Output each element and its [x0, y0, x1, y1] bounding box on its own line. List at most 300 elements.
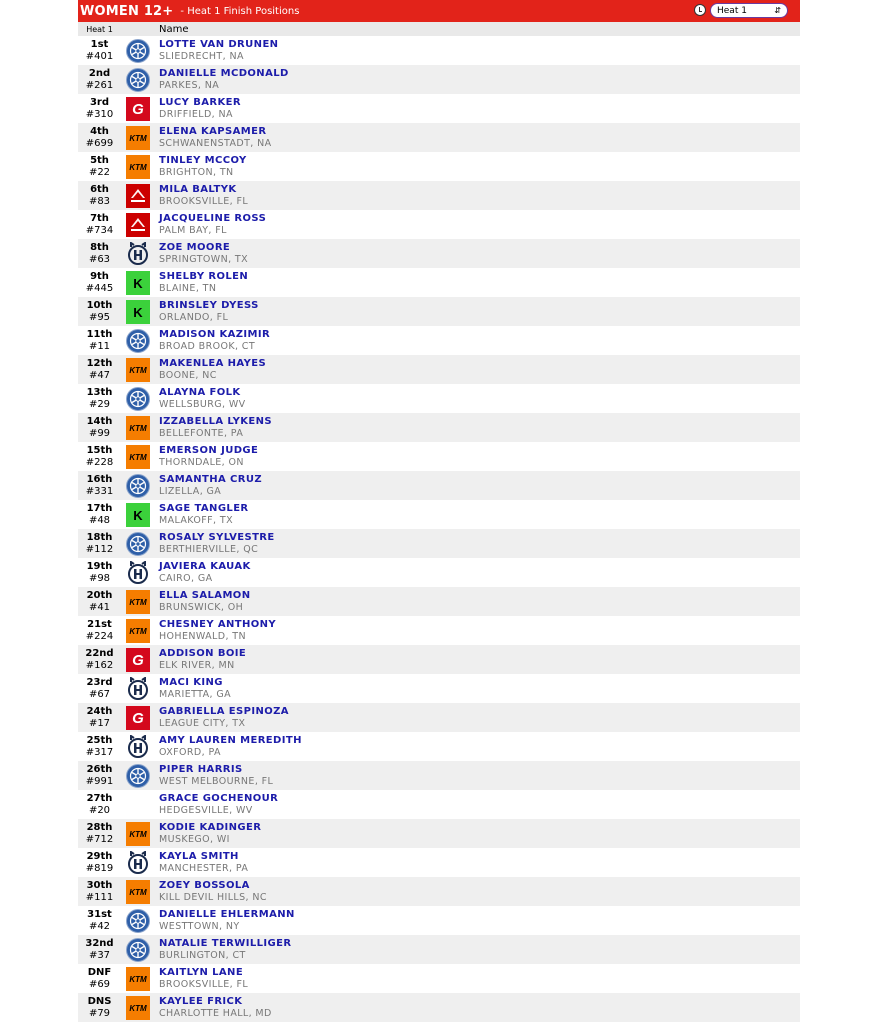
brand-logo [125, 125, 151, 151]
position-cell [78, 155, 121, 179]
brand-logo [125, 879, 151, 905]
rider-info [159, 97, 241, 121]
finish-place: 26th [86, 763, 113, 775]
result-row [78, 297, 800, 326]
position-cell [78, 822, 121, 846]
result-row [78, 326, 800, 355]
rider-info [159, 590, 250, 614]
heat-select-value: Heat 1 [717, 6, 747, 16]
brand-logo [125, 763, 151, 789]
rider-location: BELLEFONTE, PA [159, 428, 244, 439]
rider-number: #48 [88, 514, 111, 526]
rider-name-link[interactable]: DANIELLE EHLERMANN [159, 909, 295, 920]
result-row [78, 123, 800, 152]
result-row [78, 645, 800, 674]
brand-logo [125, 966, 151, 992]
brand-logo [125, 357, 151, 383]
finish-place: 30th [86, 879, 113, 891]
finish-place: 7th [90, 212, 109, 224]
column-position: Heat 1 [86, 24, 113, 34]
rider-info [159, 851, 248, 875]
finish-place: 31st [87, 908, 112, 920]
result-row [78, 471, 800, 500]
rider-name-link[interactable]: MAKENLEA HAYES [159, 358, 267, 369]
finish-place: 5th [90, 154, 109, 166]
position-cell [78, 677, 121, 701]
finish-place: 17th [86, 502, 113, 514]
ktm-logo-icon: KTM [126, 880, 150, 904]
rider-info [159, 880, 267, 904]
gasgas-logo-icon: G [126, 97, 150, 121]
rider-info [159, 532, 275, 556]
position-cell [78, 213, 121, 237]
finish-place: 24th [86, 705, 113, 717]
rider-info [159, 648, 246, 672]
finish-place: 20th [86, 589, 113, 601]
brand-logo [125, 241, 151, 267]
result-row [78, 935, 800, 964]
gasgas-logo-icon: G [126, 706, 150, 730]
yamaha-logo-icon [126, 387, 150, 411]
brand-logo [125, 154, 151, 180]
finish-place: 9th [90, 270, 109, 282]
rider-location: LEAGUE CITY, TX [159, 718, 246, 729]
rider-location: MUSKEGO, WI [159, 834, 230, 845]
rider-number: #47 [88, 369, 111, 381]
rider-info [159, 677, 231, 701]
brand-logo [125, 415, 151, 441]
rider-number: #991 [85, 775, 114, 787]
rider-location: BOONE, NC [159, 370, 217, 381]
rider-location: SCHWANENSTADT, NA [159, 138, 272, 149]
rider-number: #29 [88, 398, 111, 410]
position-cell [78, 764, 121, 788]
brand-logo [125, 386, 151, 412]
rider-number: #20 [88, 804, 111, 816]
rider-number: #99 [88, 427, 111, 439]
rider-location: BRUNSWICK, OH [159, 602, 244, 613]
position-cell [78, 735, 121, 759]
position-cell [78, 184, 121, 208]
rider-name-link[interactable]: ZOEY BOSSOLA [159, 880, 250, 891]
rider-number: #310 [85, 108, 114, 120]
rider-location: ELK RIVER, MN [159, 660, 235, 671]
rider-info [159, 503, 249, 527]
ktm-logo-icon: KTM [126, 155, 150, 179]
rider-location: HOHENWALD, TN [159, 631, 247, 642]
rider-name-link[interactable]: LUCY BARKER [159, 97, 241, 108]
yamaha-logo-icon [126, 532, 150, 556]
results-panel [78, 0, 800, 1022]
result-row [78, 906, 800, 935]
rider-name-link[interactable]: ROSALY SYLVESTRE [159, 532, 275, 543]
finish-place: 11th [86, 328, 113, 340]
finish-place: 29th [86, 850, 113, 862]
rider-location: KILL DEVIL HILLS, NC [159, 892, 267, 903]
rider-number: #261 [85, 79, 114, 91]
rider-number: #331 [85, 485, 114, 497]
rider-location: BROAD BROOK, CT [159, 341, 256, 352]
rider-name-link[interactable]: GRACE GOCHENOUR [159, 793, 279, 804]
rider-number: #445 [85, 282, 114, 294]
position-cell [78, 590, 121, 614]
finish-place: 6th [90, 183, 109, 195]
rider-number: #11 [88, 340, 111, 352]
ktm-logo-icon: KTM [126, 590, 150, 614]
honda-logo-icon [126, 213, 150, 237]
position-cell [78, 242, 121, 266]
position-cell [78, 851, 121, 875]
rider-name-link[interactable]: KODIE KADINGER [159, 822, 262, 833]
position-cell [78, 126, 121, 150]
results-list [78, 36, 800, 1022]
brand-logo [125, 502, 151, 528]
rider-location: MALAKOFF, TX [159, 515, 233, 526]
rider-info [159, 213, 266, 237]
rider-name-link[interactable]: CHESNEY ANTHONY [159, 619, 277, 630]
finish-place: 25th [86, 734, 113, 746]
rider-number: #83 [88, 195, 111, 207]
rider-number: #22 [88, 166, 111, 178]
position-cell [78, 97, 121, 121]
rider-name-link[interactable]: ELLA SALAMON [159, 590, 251, 601]
rider-number: #17 [88, 717, 111, 729]
rider-location: WELLSBURG, WV [159, 399, 246, 410]
rider-location: SPRINGTOWN, TX [159, 254, 249, 265]
result-row [78, 268, 800, 297]
finish-place: 19th [86, 560, 113, 572]
result-row [78, 790, 800, 819]
rider-name-link[interactable]: PIPER HARRIS [159, 764, 243, 775]
result-row [78, 529, 800, 558]
rider-location: MARIETTA, GA [159, 689, 232, 700]
brand-logo [125, 705, 151, 731]
rider-name-link[interactable]: MACI KING [159, 677, 223, 688]
brand-logo [125, 618, 151, 644]
rider-number: #79 [88, 1007, 111, 1019]
position-cell [78, 706, 121, 730]
rider-number: #401 [85, 50, 114, 62]
result-row [78, 674, 800, 703]
result-row [78, 500, 800, 529]
rider-location: DRIFFIELD, NA [159, 109, 233, 120]
position-cell [78, 329, 121, 353]
rider-number: #111 [85, 891, 114, 903]
yamaha-logo-icon [126, 68, 150, 92]
finish-place: 22nd [85, 647, 114, 659]
rider-info [159, 126, 272, 150]
finish-place: 32nd [85, 937, 114, 949]
rider-name-link[interactable]: ZOE MOORE [159, 242, 231, 253]
rider-name-link[interactable]: MADISON KAZIMIR [159, 329, 271, 340]
result-row [78, 181, 800, 210]
brand-logo [125, 531, 151, 557]
position-cell [78, 532, 121, 556]
kawasaki-logo-icon: K [126, 271, 150, 295]
rider-info [159, 561, 251, 585]
ktm-logo-icon: KTM [126, 996, 150, 1020]
ktm-logo-icon: KTM [126, 126, 150, 150]
yamaha-logo-icon [126, 39, 150, 63]
position-cell [78, 416, 121, 440]
rider-number: #819 [85, 862, 114, 874]
brand-logo [125, 937, 151, 963]
rider-name-link[interactable]: BRINSLEY DYESS [159, 300, 259, 311]
rider-info [159, 68, 289, 92]
position-cell [78, 358, 121, 382]
result-row [78, 239, 800, 268]
result-row [78, 558, 800, 587]
rider-location: ORLANDO, FL [159, 312, 229, 323]
brand-logo [125, 734, 151, 760]
brand-logo [125, 995, 151, 1021]
brand-logo [125, 212, 151, 238]
result-row [78, 964, 800, 993]
position-cell [78, 39, 121, 63]
rider-name-link[interactable]: KAYLEE FRICK [159, 996, 243, 1007]
result-row [78, 993, 800, 1022]
rider-number: #224 [85, 630, 114, 642]
ktm-logo-icon: KTM [126, 445, 150, 469]
yamaha-logo-icon [126, 764, 150, 788]
rider-location: CAIRO, GA [159, 573, 213, 584]
rider-name-link[interactable]: ALAYNA FOLK [159, 387, 241, 398]
brand-logo [125, 67, 151, 93]
rider-location: CHARLOTTE HALL, MD [159, 1008, 272, 1019]
rider-info [159, 706, 289, 730]
finish-place: 2nd [88, 67, 111, 79]
position-cell [78, 387, 121, 411]
result-row [78, 94, 800, 123]
rider-info [159, 329, 270, 353]
rider-location: HEDGESVILLE, WV [159, 805, 253, 816]
rider-name-link[interactable]: SAGE TANGLER [159, 503, 249, 514]
rider-number: #98 [88, 572, 111, 584]
position-cell [78, 300, 121, 324]
position-cell [78, 271, 121, 295]
position-cell [78, 880, 121, 904]
rider-name-link[interactable]: ADDISON BOIE [159, 648, 247, 659]
position-cell [78, 503, 121, 527]
yamaha-logo-icon [126, 474, 150, 498]
finish-place: 3rd [89, 96, 110, 108]
gasgas-logo-icon: G [126, 648, 150, 672]
brand-logo [125, 96, 151, 122]
position-cell [78, 909, 121, 933]
rider-name-link[interactable]: JAVIERA KAUAK [159, 561, 251, 572]
rider-name-link[interactable]: EMERSON JUDGE [159, 445, 259, 456]
yamaha-logo-icon [126, 329, 150, 353]
husqvarna-logo-icon [126, 561, 150, 585]
result-row [78, 616, 800, 645]
rider-number: #734 [85, 224, 114, 236]
position-cell [78, 938, 121, 962]
finish-place: 14th [86, 415, 113, 427]
position-cell [78, 474, 121, 498]
brand-logo [125, 38, 151, 64]
result-row [78, 355, 800, 384]
rider-name-link[interactable]: SAMANTHA CRUZ [159, 474, 263, 485]
position-cell [78, 619, 121, 643]
finish-place: 15th [86, 444, 113, 456]
brand-logo [125, 676, 151, 702]
rider-info [159, 155, 247, 179]
rider-location: THORNDALE, ON [159, 457, 244, 468]
rider-info [159, 822, 261, 846]
rider-number: #41 [88, 601, 111, 613]
rider-name-link[interactable]: TINLEY MCCOY [159, 155, 247, 166]
brand-logo [125, 473, 151, 499]
brand-logo [125, 328, 151, 354]
rider-location: PARKES, NA [159, 80, 220, 91]
rider-name-link[interactable]: JACQUELINE ROSS [159, 213, 267, 224]
rider-number: #699 [85, 137, 114, 149]
brand-logo [125, 183, 151, 209]
rider-location: BLAINE, TN [159, 283, 217, 294]
finish-place: 27th [86, 792, 113, 804]
rider-number: #228 [85, 456, 114, 468]
rider-number: #42 [88, 920, 111, 932]
result-row [78, 761, 800, 790]
column-header [78, 22, 800, 36]
rider-name-link[interactable]: DANIELLE MCDONALD [159, 68, 289, 79]
rider-location: WEST MELBOURNE, FL [159, 776, 274, 787]
finish-place: 21st [87, 618, 112, 630]
class-title: WOMEN 12+ [80, 3, 174, 19]
rider-location: PALM BAY, FL [159, 225, 227, 236]
rider-location: BURLINGTON, CT [159, 950, 246, 961]
result-row [78, 703, 800, 732]
rider-number: #95 [88, 311, 111, 323]
rider-number: #162 [85, 659, 114, 671]
finish-place: 1st [90, 38, 109, 50]
finish-place: 12th [86, 357, 113, 369]
chevron-updown-icon: ⇵ [774, 6, 781, 15]
rider-info [159, 996, 272, 1020]
husqvarna-logo-icon [126, 677, 150, 701]
rider-name-link[interactable]: GABRIELLA ESPINOZA [159, 706, 289, 717]
rider-info [159, 445, 258, 469]
rider-location: BROOKSVILLE, FL [159, 979, 249, 990]
husqvarna-logo-icon [126, 735, 150, 759]
finish-place: 8th [90, 241, 109, 253]
rider-name-link[interactable]: SHELBY ROLEN [159, 271, 249, 282]
result-row [78, 384, 800, 413]
rider-info [159, 793, 278, 817]
brand-logo [125, 560, 151, 586]
position-cell [78, 68, 121, 92]
rider-name-link[interactable]: KAITLYN LANE [159, 967, 244, 978]
position-cell [78, 967, 121, 991]
rider-name-link[interactable]: IZZABELLA LYKENS [159, 416, 272, 427]
ktm-logo-icon: KTM [126, 358, 150, 382]
brand-logo [125, 850, 151, 876]
rider-info [159, 735, 302, 759]
rider-name-link[interactable]: AMY LAUREN MEREDITH [159, 735, 302, 746]
husqvarna-logo-icon [126, 851, 150, 875]
rider-location: SLIEDRECHT, NA [159, 51, 244, 62]
rider-number: #69 [88, 978, 111, 990]
rider-info [159, 416, 272, 440]
rider-name-link[interactable]: LOTTE VAN DRUNEN [159, 39, 279, 50]
yamaha-logo-icon [126, 938, 150, 962]
result-row [78, 36, 800, 65]
result-row [78, 442, 800, 471]
rider-info [159, 39, 278, 63]
ktm-logo-icon: KTM [126, 619, 150, 643]
yamaha-logo-icon [126, 909, 150, 933]
rider-location: BRIGHTON, TN [159, 167, 234, 178]
brand-logo [125, 792, 151, 818]
clock-icon [694, 4, 706, 16]
finish-place: 28th [86, 821, 113, 833]
finish-place: 18th [86, 531, 113, 543]
rider-info [159, 619, 276, 643]
rider-info [159, 300, 259, 324]
position-cell [78, 561, 121, 585]
rider-name-link[interactable]: MILA BALTYK [159, 184, 237, 195]
rider-info [159, 358, 266, 382]
heat-select[interactable] [710, 3, 788, 18]
finish-place: 10th [86, 299, 113, 311]
rider-info [159, 967, 248, 991]
finish-place: 23rd [86, 676, 113, 688]
ktm-logo-icon: KTM [126, 967, 150, 991]
result-row [78, 587, 800, 616]
results-header [78, 0, 800, 22]
position-cell [78, 793, 121, 817]
ktm-logo-icon: KTM [126, 822, 150, 846]
finish-place: 13th [86, 386, 113, 398]
rider-info [159, 387, 246, 411]
finish-place: DNS [87, 995, 112, 1007]
rider-location: BERTHIERVILLE, QC [159, 544, 259, 555]
rider-number: #317 [85, 746, 114, 758]
husqvarna-logo-icon [126, 242, 150, 266]
rider-info [159, 909, 295, 933]
result-row [78, 413, 800, 442]
rider-info [159, 271, 248, 295]
rider-name-link[interactable]: KAYLA SMITH [159, 851, 239, 862]
brand-logo [125, 270, 151, 296]
position-cell [78, 445, 121, 469]
kawasaki-logo-icon: K [126, 300, 150, 324]
brand-logo [125, 589, 151, 615]
brand-logo [125, 821, 151, 847]
brand-logo [125, 647, 151, 673]
rider-location: WESTTOWN, NY [159, 921, 240, 932]
brand-logo [125, 908, 151, 934]
rider-location: OXFORD, PA [159, 747, 221, 758]
honda-logo-icon [126, 184, 150, 208]
rider-number: #37 [88, 949, 111, 961]
rider-name-link[interactable]: NATALIE TERWILLIGER [159, 938, 292, 949]
brand-logo [125, 299, 151, 325]
finish-place: 4th [90, 125, 109, 137]
rider-info [159, 242, 248, 266]
kawasaki-logo-icon: K [126, 503, 150, 527]
result-row [78, 732, 800, 761]
result-row [78, 65, 800, 94]
rider-info [159, 474, 262, 498]
rider-name-link[interactable]: ELENA KAPSAMER [159, 126, 267, 137]
result-row [78, 210, 800, 239]
rider-info [159, 764, 273, 788]
ktm-logo-icon: KTM [126, 416, 150, 440]
result-row [78, 152, 800, 181]
rider-location: BROOKSVILLE, FL [159, 196, 249, 207]
result-row [78, 877, 800, 906]
